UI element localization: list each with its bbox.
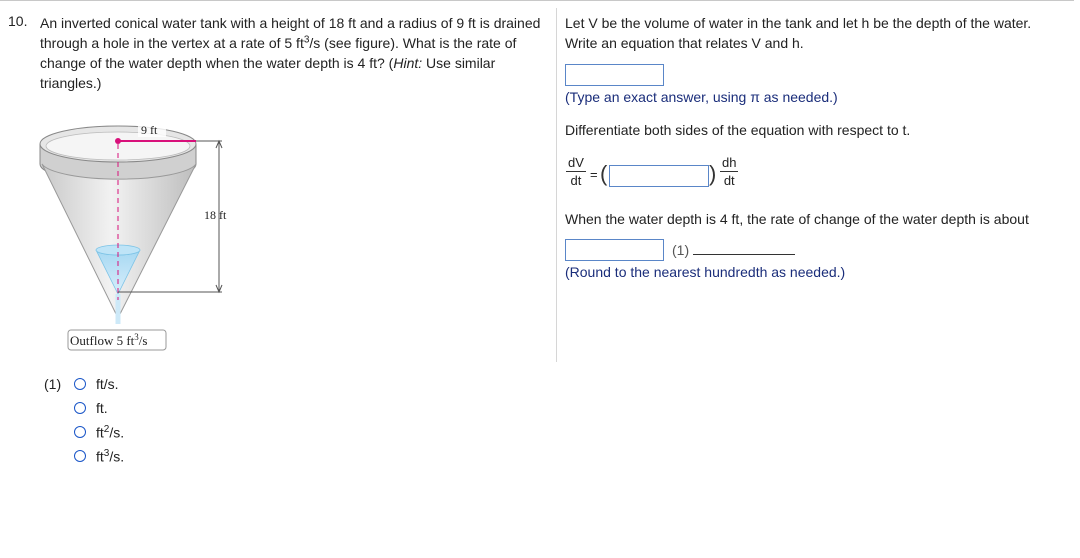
hint-round: (Round to the nearest hundredth as needed.) <box>565 264 846 280</box>
hint-word: Hint: <box>393 55 423 71</box>
choice-ft2-per-s[interactable] <box>74 424 124 441</box>
radio-button[interactable] <box>74 450 86 462</box>
dV-label: dV <box>568 155 584 170</box>
units-blank[interactable] <box>693 254 795 255</box>
question-number: 10. <box>8 13 28 29</box>
height-label: 18 ft <box>204 208 227 222</box>
choice-ft3-per-s[interactable] <box>74 448 124 465</box>
dh-label: dh <box>722 155 737 170</box>
rate-answer-input[interactable] <box>565 239 664 261</box>
outflow-exponent: 3 <box>134 332 139 342</box>
radius-label: 9 ft <box>141 123 158 137</box>
question-text-part2: /s (see figure). What is the rate of change of the water depth when the water depth is 4 ft? ( <box>40 35 517 71</box>
top-border <box>0 0 1074 1</box>
cone-diagram <box>36 118 256 358</box>
left-paren: ( <box>600 161 608 186</box>
question-text <box>40 13 550 93</box>
dt-label: dt <box>723 173 735 188</box>
equation-answer-input[interactable] <box>565 64 664 86</box>
choice-ft-per-s[interactable] <box>74 376 119 392</box>
question-text-part1: An inverted conical water tank with a height of 18 ft and a radius of 9 ft is drained through a hole in the vertex at a rate of 5 ft <box>40 15 541 51</box>
choice-ft[interactable] <box>74 400 108 416</box>
derivative-answer-input[interactable] <box>609 165 709 187</box>
prompt-differentiate: Differentiate both sides of the equation with respect to t. <box>565 122 911 138</box>
choice-label: $ft^3/s$. <box>96 448 125 465</box>
question-exponent: 3 <box>303 34 310 46</box>
choice-label: $ft^2/s$. <box>96 424 125 441</box>
units-dropdown-ref: (1) <box>672 242 690 258</box>
dt-label: dt <box>570 173 582 188</box>
choices-label: (1) <box>44 376 62 392</box>
equals-sign: = <box>590 167 598 182</box>
radio-button[interactable] <box>74 402 86 414</box>
outflow-label-text: Outflow 5 ft <box>70 333 135 348</box>
dV-dt-fraction <box>566 155 586 188</box>
column-divider <box>556 8 557 362</box>
cone-tank-figure <box>36 118 256 358</box>
dh-dt-fraction <box>720 155 738 188</box>
hint-exact-answer: (Type an exact answer, using π as needed.) <box>565 89 838 105</box>
outflow-unit: /s <box>138 333 148 348</box>
center-dot <box>115 138 121 144</box>
choice-label: ft. <box>96 400 108 416</box>
question-text-part3: Use similar triangles.) <box>40 55 496 91</box>
right-paren: ) <box>709 161 717 186</box>
radio-button[interactable] <box>74 378 86 390</box>
radio-button[interactable] <box>74 426 86 438</box>
fraction-bar <box>566 171 586 172</box>
fraction-bar <box>720 171 738 172</box>
prompt-rate: When the water depth is 4 ft, the rate of change of the water depth is about <box>565 211 1029 227</box>
choice-label: ft/s. <box>96 376 119 392</box>
prompt-equation: Let V be the volume of water in the tank and let h be the depth of the water. Write an equation that relates V and h. <box>565 15 1032 51</box>
